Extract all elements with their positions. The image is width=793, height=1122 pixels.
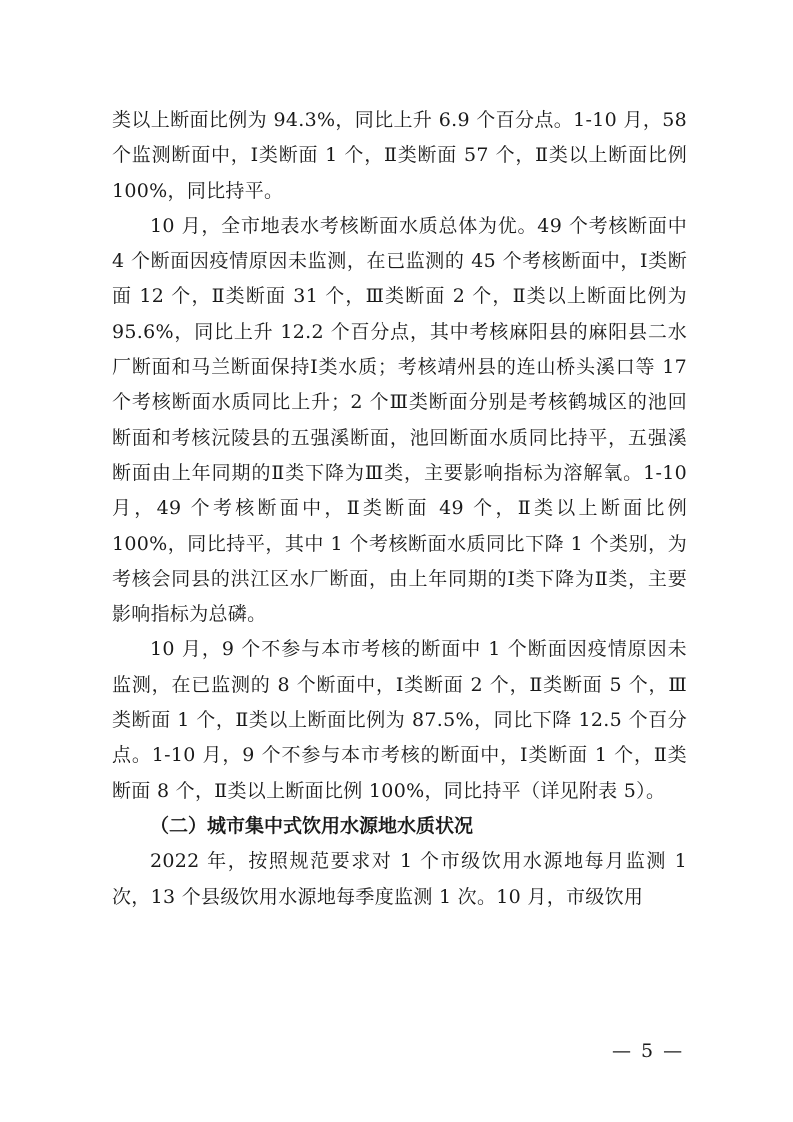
body-text [112, 103, 687, 915]
paragraph-assessment-sections: 10 月，全市地表水考核断面水质总体为优。49 个考核断面中 4 个断面因疫情原因未监测，在已监测的 45 个考核断面中，Ⅰ类断面 12 个，Ⅱ类断面 31 个，Ⅲ类断面 2 个，Ⅱ类以上断面比例为 95.6%，同比上升 12.2 个百分点，其中考核麻阳县的麻阳县二水厂断面和马兰断面保持Ⅰ类水质；考核靖州县的连山桥头溪口等 17 个考核断面水质同比上升；2 个Ⅲ类断面分别是考核鹤城区的池回断面和考核沅陵县的五强溪断面，池回断面水质同比持平，五强溪断面由上年同期的Ⅱ类下降为Ⅲ类，主要影响指标为溶解氧。1-10 月，49 个考核断面中，Ⅱ类断面 49 个，Ⅱ类以上断面比例 100%，同比持平，其中 1 个考核断面水质同比下降 1 个类别，为考核会同县的洪江区水厂断面，由上年同期的Ⅰ类下降为Ⅱ类，主要影响指标为总磷。 [112, 214, 687, 626]
page-number: — 5 — [612, 1040, 685, 1062]
paragraph-non-assessment-sections: 10 月，9 个不参与本市考核的断面中 1 个断面因疫情原因未监测，在已监测的 8 个断面中，Ⅰ类断面 2 个，Ⅱ类断面 5 个，Ⅲ类断面 1 个，Ⅱ类以上断面比例为 87.5%，同比下降 12.5 个百分点。1-10 月，9 个不参与本市考核的断面中，Ⅰ类断面 1 个，Ⅱ类断面 8 个，Ⅱ类以上断面比例 100%，同比持平（详见附表 5）。 [112, 638, 687, 802]
paragraph-drinking-water: 2022 年，按照规范要求对 1 个市级饮用水源地每月监测 1 次，13 个县级饮用水源地每季度监测 1 次。10 月，市级饮用 [112, 850, 687, 908]
section-heading: （二）城市集中式饮用水源地水质状况 [150, 814, 474, 837]
paragraph-continuation: 类以上断面比例为 94.3%，同比上升 6.9 个百分点。1-10 月，58 个监测断面中，Ⅰ类断面 1 个，Ⅱ类断面 57 个，Ⅱ类以上断面比例 100%，同比持平。 [112, 109, 687, 202]
